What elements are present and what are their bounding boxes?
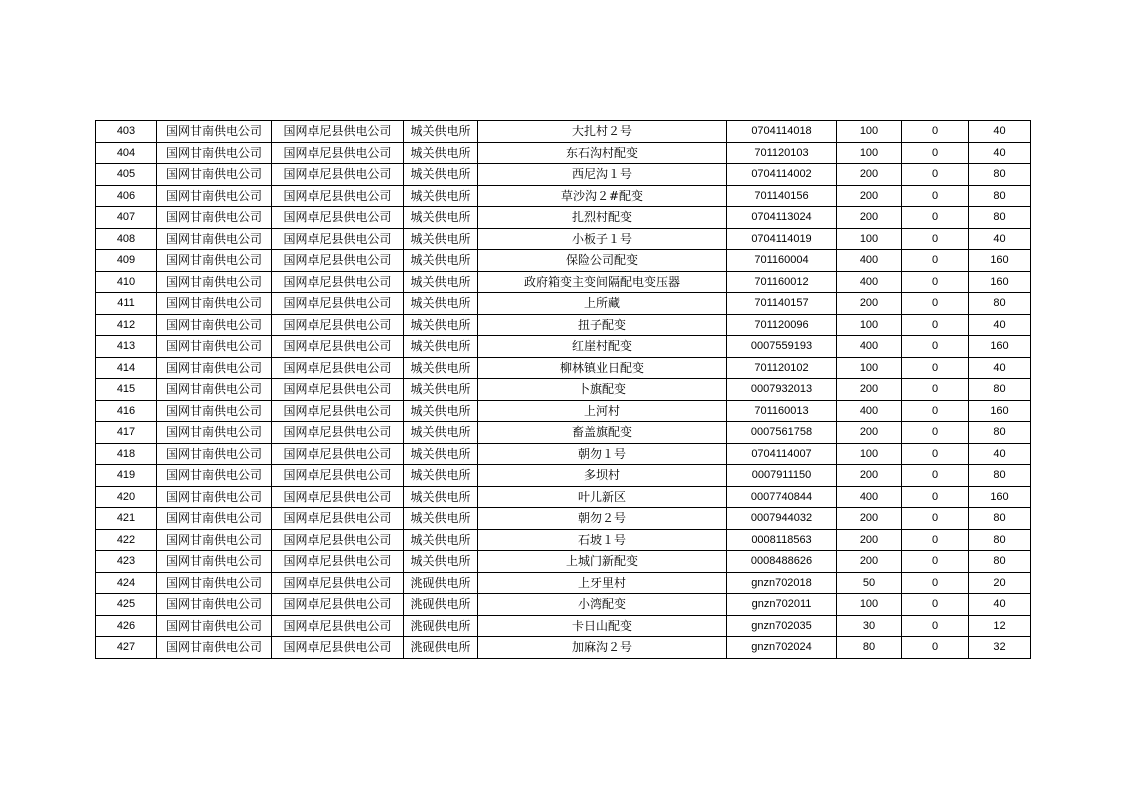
cell-value-zero: 0 — [902, 637, 969, 659]
table-row — [96, 164, 1031, 186]
table-row — [96, 508, 1031, 530]
cell-value-zero: 0 — [902, 164, 969, 186]
cell-capacity: 100 — [837, 357, 902, 379]
cell-city-company: 国网甘南供电公司 — [157, 185, 272, 207]
cell-asset-code: gnzn702018 — [727, 572, 837, 594]
cell-value-zero: 0 — [902, 594, 969, 616]
cell-transformer-name: 红崖村配变 — [478, 336, 727, 358]
cell-value-zero: 0 — [902, 572, 969, 594]
table-row — [96, 185, 1031, 207]
cell-allocated-capacity: 80 — [969, 185, 1031, 207]
cell-value-zero: 0 — [902, 121, 969, 143]
cell-transformer-name: 上所藏 — [478, 293, 727, 315]
table-row — [96, 357, 1031, 379]
cell-city-company: 国网甘南供电公司 — [157, 250, 272, 272]
cell-city-company: 国网甘南供电公司 — [157, 357, 272, 379]
cell-county-company: 国网卓尼县供电公司 — [272, 271, 404, 293]
cell-value-zero: 0 — [902, 185, 969, 207]
cell-county-company: 国网卓尼县供电公司 — [272, 551, 404, 573]
table-row — [96, 594, 1031, 616]
cell-capacity: 200 — [837, 164, 902, 186]
cell-power-station: 城关供电所 — [404, 486, 478, 508]
cell-allocated-capacity: 40 — [969, 443, 1031, 465]
cell-city-company: 国网甘南供电公司 — [157, 529, 272, 551]
cell-value-zero: 0 — [902, 465, 969, 487]
cell-city-company: 国网甘南供电公司 — [157, 271, 272, 293]
table-row — [96, 637, 1031, 659]
cell-capacity: 80 — [837, 637, 902, 659]
cell-transformer-name: 朝勿１号 — [478, 443, 727, 465]
table-row — [96, 142, 1031, 164]
table-row — [96, 400, 1031, 422]
cell-capacity: 200 — [837, 465, 902, 487]
cell-row-index: 414 — [96, 357, 157, 379]
table-row — [96, 314, 1031, 336]
cell-capacity: 400 — [837, 486, 902, 508]
cell-city-company: 国网甘南供电公司 — [157, 314, 272, 336]
cell-power-station: 城关供电所 — [404, 250, 478, 272]
cell-value-zero: 0 — [902, 551, 969, 573]
cell-city-company: 国网甘南供电公司 — [157, 637, 272, 659]
cell-county-company: 国网卓尼县供电公司 — [272, 422, 404, 444]
cell-power-station: 城关供电所 — [404, 185, 478, 207]
cell-allocated-capacity: 40 — [969, 594, 1031, 616]
cell-transformer-name: 小湾配变 — [478, 594, 727, 616]
cell-county-company: 国网卓尼县供电公司 — [272, 615, 404, 637]
cell-allocated-capacity: 80 — [969, 508, 1031, 530]
cell-county-company: 国网卓尼县供电公司 — [272, 508, 404, 530]
cell-value-zero: 0 — [902, 250, 969, 272]
cell-value-zero: 0 — [902, 228, 969, 250]
cell-capacity: 100 — [837, 142, 902, 164]
cell-power-station: 城关供电所 — [404, 121, 478, 143]
cell-power-station: 城关供电所 — [404, 357, 478, 379]
cell-capacity: 200 — [837, 185, 902, 207]
cell-row-index: 409 — [96, 250, 157, 272]
cell-allocated-capacity: 160 — [969, 400, 1031, 422]
cell-transformer-name: 卜旗配变 — [478, 379, 727, 401]
cell-allocated-capacity: 80 — [969, 379, 1031, 401]
cell-county-company: 国网卓尼县供电公司 — [272, 443, 404, 465]
cell-capacity: 30 — [837, 615, 902, 637]
cell-transformer-name: 畜盖旗配变 — [478, 422, 727, 444]
cell-power-station: 洮砚供电所 — [404, 572, 478, 594]
cell-row-index: 420 — [96, 486, 157, 508]
cell-value-zero: 0 — [902, 400, 969, 422]
table-body — [96, 121, 1031, 659]
cell-city-company: 国网甘南供电公司 — [157, 422, 272, 444]
cell-asset-code: 701160013 — [727, 400, 837, 422]
cell-capacity: 100 — [837, 594, 902, 616]
cell-row-index: 424 — [96, 572, 157, 594]
cell-value-zero: 0 — [902, 615, 969, 637]
cell-capacity: 200 — [837, 379, 902, 401]
cell-allocated-capacity: 80 — [969, 551, 1031, 573]
cell-allocated-capacity: 80 — [969, 465, 1031, 487]
cell-value-zero: 0 — [902, 336, 969, 358]
cell-capacity: 100 — [837, 228, 902, 250]
table-row — [96, 465, 1031, 487]
cell-transformer-name: 上城门新配变 — [478, 551, 727, 573]
cell-county-company: 国网卓尼县供电公司 — [272, 336, 404, 358]
cell-asset-code: 0704113024 — [727, 207, 837, 229]
cell-city-company: 国网甘南供电公司 — [157, 465, 272, 487]
cell-power-station: 洮砚供电所 — [404, 615, 478, 637]
cell-allocated-capacity: 40 — [969, 314, 1031, 336]
cell-city-company: 国网甘南供电公司 — [157, 400, 272, 422]
cell-row-index: 413 — [96, 336, 157, 358]
cell-allocated-capacity: 40 — [969, 121, 1031, 143]
cell-allocated-capacity: 40 — [969, 228, 1031, 250]
cell-power-station: 城关供电所 — [404, 336, 478, 358]
cell-row-index: 416 — [96, 400, 157, 422]
table-row — [96, 529, 1031, 551]
cell-power-station: 城关供电所 — [404, 529, 478, 551]
cell-city-company: 国网甘南供电公司 — [157, 615, 272, 637]
cell-row-index: 418 — [96, 443, 157, 465]
cell-row-index: 408 — [96, 228, 157, 250]
table-row — [96, 443, 1031, 465]
table-row — [96, 486, 1031, 508]
cell-value-zero: 0 — [902, 293, 969, 315]
cell-value-zero: 0 — [902, 207, 969, 229]
cell-transformer-name: 扭子配变 — [478, 314, 727, 336]
cell-capacity: 400 — [837, 400, 902, 422]
cell-capacity: 200 — [837, 551, 902, 573]
cell-county-company: 国网卓尼县供电公司 — [272, 637, 404, 659]
cell-power-station: 城关供电所 — [404, 314, 478, 336]
table-row — [96, 379, 1031, 401]
cell-row-index: 411 — [96, 293, 157, 315]
cell-county-company: 国网卓尼县供电公司 — [272, 293, 404, 315]
cell-row-index: 417 — [96, 422, 157, 444]
cell-capacity: 200 — [837, 508, 902, 530]
cell-power-station: 城关供电所 — [404, 164, 478, 186]
cell-row-index: 405 — [96, 164, 157, 186]
cell-allocated-capacity: 80 — [969, 164, 1031, 186]
cell-power-station: 城关供电所 — [404, 551, 478, 573]
cell-asset-code: 0008488626 — [727, 551, 837, 573]
cell-value-zero: 0 — [902, 271, 969, 293]
cell-asset-code: 701120103 — [727, 142, 837, 164]
cell-transformer-name: 大扎村２号 — [478, 121, 727, 143]
cell-power-station: 城关供电所 — [404, 293, 478, 315]
cell-capacity: 400 — [837, 271, 902, 293]
cell-value-zero: 0 — [902, 443, 969, 465]
cell-capacity: 200 — [837, 207, 902, 229]
cell-power-station: 城关供电所 — [404, 207, 478, 229]
cell-county-company: 国网卓尼县供电公司 — [272, 486, 404, 508]
cell-city-company: 国网甘南供电公司 — [157, 443, 272, 465]
cell-transformer-name: 保险公司配变 — [478, 250, 727, 272]
cell-asset-code: 0007559193 — [727, 336, 837, 358]
cell-asset-code: 0008118563 — [727, 529, 837, 551]
cell-city-company: 国网甘南供电公司 — [157, 508, 272, 530]
cell-power-station: 城关供电所 — [404, 443, 478, 465]
cell-asset-code: 701120102 — [727, 357, 837, 379]
table-row — [96, 336, 1031, 358]
cell-asset-code: gnzn702011 — [727, 594, 837, 616]
cell-city-company: 国网甘南供电公司 — [157, 121, 272, 143]
cell-capacity: 400 — [837, 336, 902, 358]
cell-asset-code: 701160012 — [727, 271, 837, 293]
cell-transformer-name: 朝勿２号 — [478, 508, 727, 530]
cell-row-index: 421 — [96, 508, 157, 530]
cell-power-station: 城关供电所 — [404, 400, 478, 422]
cell-power-station: 城关供电所 — [404, 465, 478, 487]
cell-transformer-name: 小板子１号 — [478, 228, 727, 250]
cell-county-company: 国网卓尼县供电公司 — [272, 465, 404, 487]
cell-transformer-name: 卡日山配变 — [478, 615, 727, 637]
cell-asset-code: 0007932013 — [727, 379, 837, 401]
cell-city-company: 国网甘南供电公司 — [157, 228, 272, 250]
cell-city-company: 国网甘南供电公司 — [157, 486, 272, 508]
cell-city-company: 国网甘南供电公司 — [157, 594, 272, 616]
cell-transformer-name: 西尼沟１号 — [478, 164, 727, 186]
cell-county-company: 国网卓尼县供电公司 — [272, 572, 404, 594]
cell-asset-code: 0007561758 — [727, 422, 837, 444]
cell-value-zero: 0 — [902, 314, 969, 336]
cell-asset-code: 0704114018 — [727, 121, 837, 143]
cell-county-company: 国网卓尼县供电公司 — [272, 529, 404, 551]
cell-capacity: 400 — [837, 250, 902, 272]
cell-city-company: 国网甘南供电公司 — [157, 379, 272, 401]
cell-row-index: 426 — [96, 615, 157, 637]
cell-county-company: 国网卓尼县供电公司 — [272, 185, 404, 207]
cell-transformer-name: 上牙里村 — [478, 572, 727, 594]
table-row — [96, 572, 1031, 594]
cell-capacity: 200 — [837, 293, 902, 315]
cell-allocated-capacity: 160 — [969, 486, 1031, 508]
cell-transformer-name: 石坡１号 — [478, 529, 727, 551]
cell-capacity: 100 — [837, 443, 902, 465]
cell-power-station: 城关供电所 — [404, 142, 478, 164]
cell-asset-code: 0007740844 — [727, 486, 837, 508]
data-table — [95, 120, 1031, 659]
cell-allocated-capacity: 160 — [969, 336, 1031, 358]
cell-allocated-capacity: 40 — [969, 142, 1031, 164]
cell-value-zero: 0 — [902, 486, 969, 508]
cell-county-company: 国网卓尼县供电公司 — [272, 142, 404, 164]
cell-asset-code: 0007911150 — [727, 465, 837, 487]
cell-value-zero: 0 — [902, 357, 969, 379]
table-row — [96, 207, 1031, 229]
cell-allocated-capacity: 40 — [969, 357, 1031, 379]
cell-value-zero: 0 — [902, 508, 969, 530]
cell-value-zero: 0 — [902, 379, 969, 401]
cell-transformer-name: 扎烈村配变 — [478, 207, 727, 229]
cell-power-station: 城关供电所 — [404, 271, 478, 293]
cell-transformer-name: 上河村 — [478, 400, 727, 422]
cell-row-index: 425 — [96, 594, 157, 616]
table-row — [96, 121, 1031, 143]
cell-asset-code: 0704114019 — [727, 228, 837, 250]
table-row — [96, 250, 1031, 272]
cell-row-index: 406 — [96, 185, 157, 207]
table-row — [96, 293, 1031, 315]
cell-asset-code: 701120096 — [727, 314, 837, 336]
cell-city-company: 国网甘南供电公司 — [157, 164, 272, 186]
cell-asset-code: 701140156 — [727, 185, 837, 207]
cell-county-company: 国网卓尼县供电公司 — [272, 207, 404, 229]
cell-power-station: 洮砚供电所 — [404, 637, 478, 659]
cell-asset-code: 0704114002 — [727, 164, 837, 186]
cell-asset-code: 701140157 — [727, 293, 837, 315]
cell-city-company: 国网甘南供电公司 — [157, 207, 272, 229]
cell-allocated-capacity: 160 — [969, 271, 1031, 293]
cell-allocated-capacity: 20 — [969, 572, 1031, 594]
cell-capacity: 100 — [837, 314, 902, 336]
cell-county-company: 国网卓尼县供电公司 — [272, 164, 404, 186]
cell-transformer-name: 加麻沟２号 — [478, 637, 727, 659]
cell-value-zero: 0 — [902, 529, 969, 551]
table-row — [96, 271, 1031, 293]
cell-county-company: 国网卓尼县供电公司 — [272, 121, 404, 143]
cell-asset-code: 0007944032 — [727, 508, 837, 530]
table-row — [96, 551, 1031, 573]
cell-row-index: 412 — [96, 314, 157, 336]
cell-transformer-name: 草沙沟２#配变 — [478, 185, 727, 207]
cell-value-zero: 0 — [902, 142, 969, 164]
cell-row-index: 422 — [96, 529, 157, 551]
cell-county-company: 国网卓尼县供电公司 — [272, 400, 404, 422]
cell-power-station: 洮砚供电所 — [404, 594, 478, 616]
cell-row-index: 403 — [96, 121, 157, 143]
cell-allocated-capacity: 12 — [969, 615, 1031, 637]
cell-county-company: 国网卓尼县供电公司 — [272, 314, 404, 336]
cell-county-company: 国网卓尼县供电公司 — [272, 357, 404, 379]
cell-asset-code: 0704114007 — [727, 443, 837, 465]
cell-power-station: 城关供电所 — [404, 379, 478, 401]
cell-capacity: 100 — [837, 121, 902, 143]
cell-row-index: 415 — [96, 379, 157, 401]
cell-allocated-capacity: 32 — [969, 637, 1031, 659]
cell-county-company: 国网卓尼县供电公司 — [272, 379, 404, 401]
cell-county-company: 国网卓尼县供电公司 — [272, 228, 404, 250]
cell-capacity: 200 — [837, 422, 902, 444]
cell-capacity: 50 — [837, 572, 902, 594]
cell-row-index: 419 — [96, 465, 157, 487]
cell-capacity: 200 — [837, 529, 902, 551]
cell-power-station: 城关供电所 — [404, 422, 478, 444]
cell-allocated-capacity: 80 — [969, 422, 1031, 444]
cell-row-index: 427 — [96, 637, 157, 659]
cell-allocated-capacity: 80 — [969, 293, 1031, 315]
cell-value-zero: 0 — [902, 422, 969, 444]
cell-row-index: 423 — [96, 551, 157, 573]
cell-row-index: 407 — [96, 207, 157, 229]
cell-power-station: 城关供电所 — [404, 508, 478, 530]
cell-transformer-name: 政府箱变主变间隔配电变压器 — [478, 271, 727, 293]
cell-row-index: 410 — [96, 271, 157, 293]
cell-transformer-name: 多坝村 — [478, 465, 727, 487]
cell-asset-code: gnzn702035 — [727, 615, 837, 637]
cell-allocated-capacity: 80 — [969, 529, 1031, 551]
cell-allocated-capacity: 80 — [969, 207, 1031, 229]
cell-allocated-capacity: 160 — [969, 250, 1031, 272]
cell-city-company: 国网甘南供电公司 — [157, 572, 272, 594]
cell-city-company: 国网甘南供电公司 — [157, 293, 272, 315]
cell-city-company: 国网甘南供电公司 — [157, 336, 272, 358]
table-row — [96, 615, 1031, 637]
cell-city-company: 国网甘南供电公司 — [157, 142, 272, 164]
cell-asset-code: gnzn702024 — [727, 637, 837, 659]
cell-transformer-name: 东石沟村配变 — [478, 142, 727, 164]
cell-power-station: 城关供电所 — [404, 228, 478, 250]
cell-city-company: 国网甘南供电公司 — [157, 551, 272, 573]
table-row — [96, 422, 1031, 444]
table-row — [96, 228, 1031, 250]
cell-county-company: 国网卓尼县供电公司 — [272, 594, 404, 616]
cell-row-index: 404 — [96, 142, 157, 164]
cell-county-company: 国网卓尼县供电公司 — [272, 250, 404, 272]
cell-transformer-name: 柳林镇业日配变 — [478, 357, 727, 379]
cell-asset-code: 701160004 — [727, 250, 837, 272]
cell-transformer-name: 叶儿新区 — [478, 486, 727, 508]
